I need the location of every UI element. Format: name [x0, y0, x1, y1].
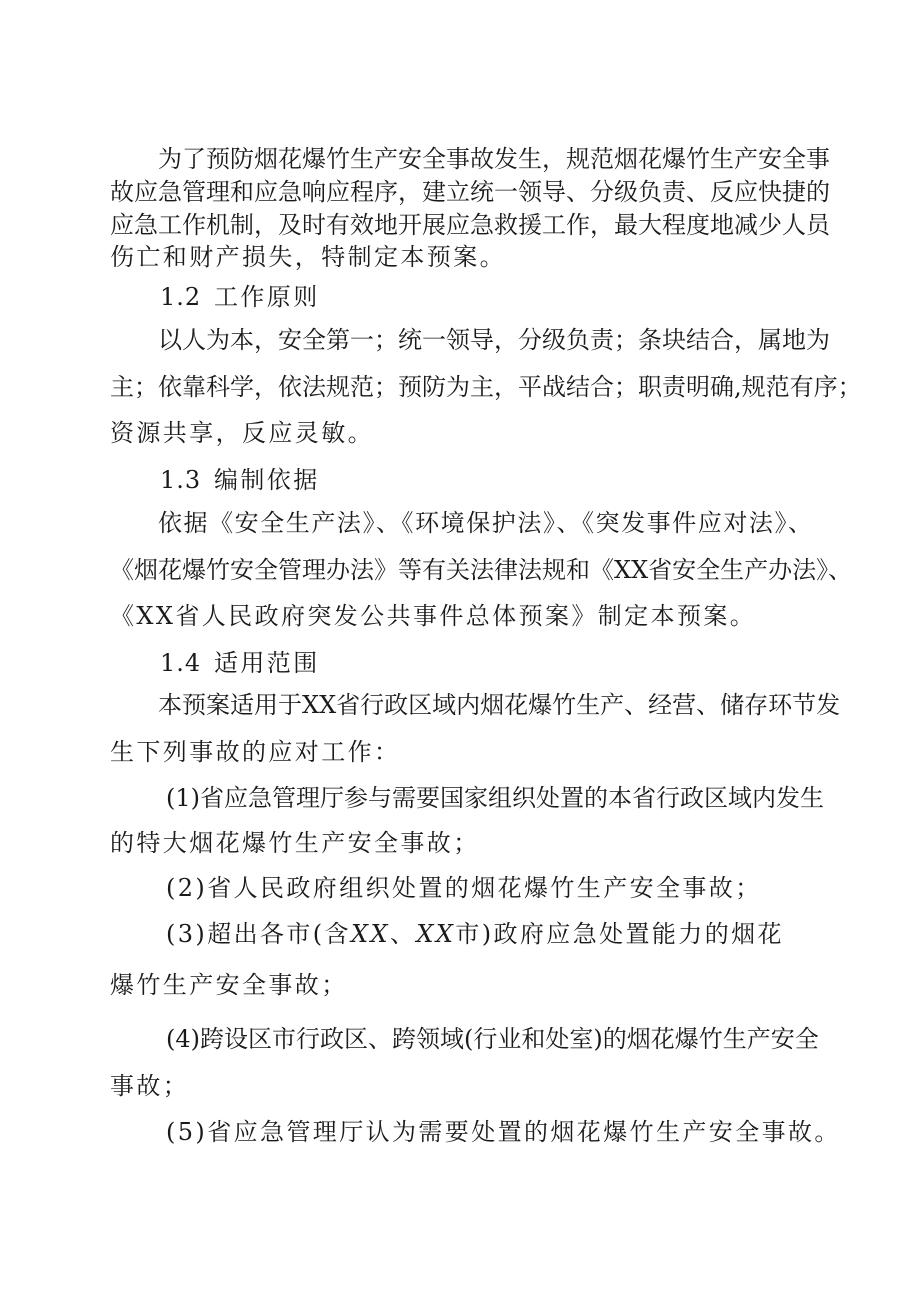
- scope-item-4-line-2: 事故；: [110, 1072, 190, 1100]
- paragraph-principles-line-1: 以人为本，安全第一；统一领导，分级负责；条块结合，属地为: [158, 326, 830, 354]
- section-heading-1-2: [160, 282, 560, 313]
- section-number: 1.3: [160, 466, 202, 494]
- section-number: 1.4: [160, 649, 202, 677]
- paragraph-basis-line-2: 《烟花爆竹安全管理办法》等有关法律法规和《XX省安全生产办法》、: [110, 556, 853, 584]
- paragraph-purpose-line-2: 故应急管理和应急响应程序，建立统一领导、分级负责、反应快捷的: [110, 178, 830, 206]
- scope-item-3-city-1: XX: [350, 920, 390, 948]
- scope-item-3-line-2: 爆竹生产安全事故；: [110, 971, 348, 999]
- paragraph-principles-line-2: 主；依靠科学，依法规范；预防为主，平战结合；职责明确,规范有序；: [110, 373, 862, 401]
- scope-item-3-prefix: (3)超出各市(含: [166, 920, 351, 948]
- paragraph-purpose-line-3: 应急工作机制，及时有效地开展应急救援工作，最大程度地减少人员: [110, 211, 830, 239]
- section-title: 适用范围: [214, 649, 320, 677]
- paragraph-principles-line-3: 资源共享，反应灵敏。: [110, 419, 374, 447]
- scope-item-1-line-2: 的特大烟花爆竹生产安全事故；: [110, 829, 480, 857]
- section-heading-1-3: [160, 465, 560, 496]
- paragraph-scope-line-1: 本预案适用于XX省行政区域内烟花爆竹生产、经营、储存环节发: [158, 691, 841, 719]
- scope-item-5: (5)省应急管理厅认为需要处置的烟花爆竹生产安全事故。: [166, 1118, 841, 1146]
- scope-item-3-city-2: XX: [416, 920, 456, 948]
- paragraph-purpose-line-4: 伤亡和财产损失，特制定本预案。: [110, 243, 506, 271]
- section-heading-1-4: [160, 648, 560, 679]
- scope-item-4-line-1: (4)跨设区市行政区、跨领域(行业和处室)的烟花爆竹生产安全: [166, 1025, 819, 1053]
- section-number: 1.2: [160, 283, 202, 311]
- scope-item-3-suffix: 市)政府应急处置能力的烟花: [455, 920, 784, 948]
- scope-item-3-separator: 、: [389, 920, 417, 948]
- scope-item-1-line-1: (1)省应急管理厅参与需要国家组织处置的本省行政区域内发生: [166, 784, 824, 812]
- paragraph-purpose-line-1: 为了预防烟花爆竹生产安全事故发生，规范烟花爆竹生产安全事: [158, 145, 830, 173]
- scope-item-3-line-1: [166, 919, 812, 950]
- paragraph-basis-line-1: 依据《安全生产法》、《环境保护法》、《突发事件应对法》、: [158, 509, 812, 537]
- paragraph-basis-line-3: 《XX省人民政府突发公共事件总体预案》制定本预案。: [110, 602, 757, 630]
- section-title: 编制依据: [214, 466, 320, 494]
- paragraph-scope-line-2: 生下列事故的应对工作：: [110, 738, 401, 766]
- section-title: 工作原则: [214, 283, 320, 311]
- scope-item-2: (2)省人民政府组织处置的烟花爆竹生产安全事故；: [166, 874, 762, 902]
